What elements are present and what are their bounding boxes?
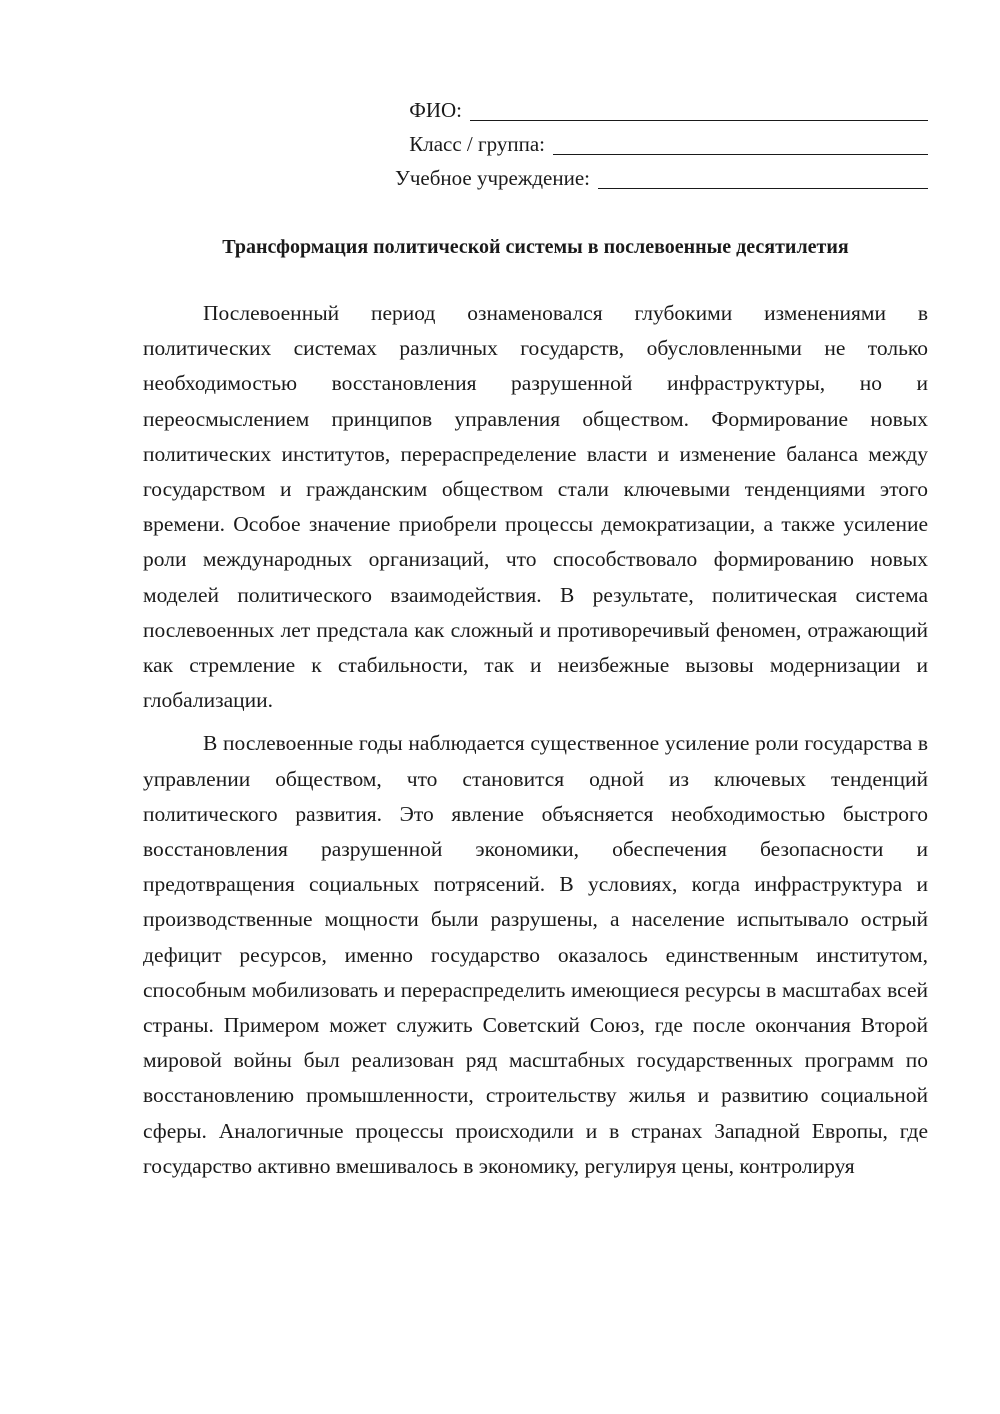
school-blank-line	[598, 164, 928, 189]
paragraph-2: В послевоенные годы наблюдается существенное усиление роли государства в управлении обществом, что становится одной из ключевых тенденций политического развития. Это явление объясняется необходимостью быстрого восстановления разрушенной экономики, обеспечения безопасности и предотвращения социальных потрясений. В условиях, когда инфраструктура и производственные мощности были разрушены, а население испытывало острый дефицит ресурсов, именно государство оказалось единственным институтом, способным мобилизовать и перераспределить имеющиеся ресурсы в масштабах всей страны. Примером может служить Советский Союз, где после окончания Второй мировой войны был реализован ряд масштабных государственных программ по восстановлению промышленности, строительству жилья и развитию социальной сферы. Аналогичные процессы происходили и в странах Западной Европы, где государство активно вмешивалось в экономику, регулируя цены, контролируя	[143, 731, 928, 1178]
paragraph-1: Послевоенный период ознаменовался глубокими изменениями в политических системах различных государств, обусловленными не только необходимостью восстановления разрушенной инфраструктуры, но и переосмыслением принципов управления обществом. Формирование новых политических институтов, перераспределение власти и изменение баланса между государством и гражданским обществом стали ключевыми тенденциями этого времени. Особое значение приобрели процессы демократизации, а также усиление роли международных организаций, что способствовало формированию новых моделей политического взаимодействия. В результате, политическая система послевоенных лет предстала как сложный и противоречивый феномен, отражающий как стремление к стабильности, так и неизбежные вызовы модернизации и глобализации.	[143, 301, 928, 713]
student-info-block	[328, 93, 928, 195]
class-blank-line	[553, 130, 928, 155]
school-row	[328, 161, 928, 195]
class-row	[328, 127, 928, 161]
school-label: Учебное учреждение:	[394, 166, 590, 190]
document-title: Трансформация политической системы в послевоенные десятилетия	[222, 236, 849, 258]
class-label: Класс / группа:	[409, 132, 545, 156]
document-body	[143, 296, 928, 1192]
fio-label: ФИО:	[409, 98, 462, 122]
fio-blank-line	[470, 96, 928, 121]
fio-row	[328, 93, 928, 127]
